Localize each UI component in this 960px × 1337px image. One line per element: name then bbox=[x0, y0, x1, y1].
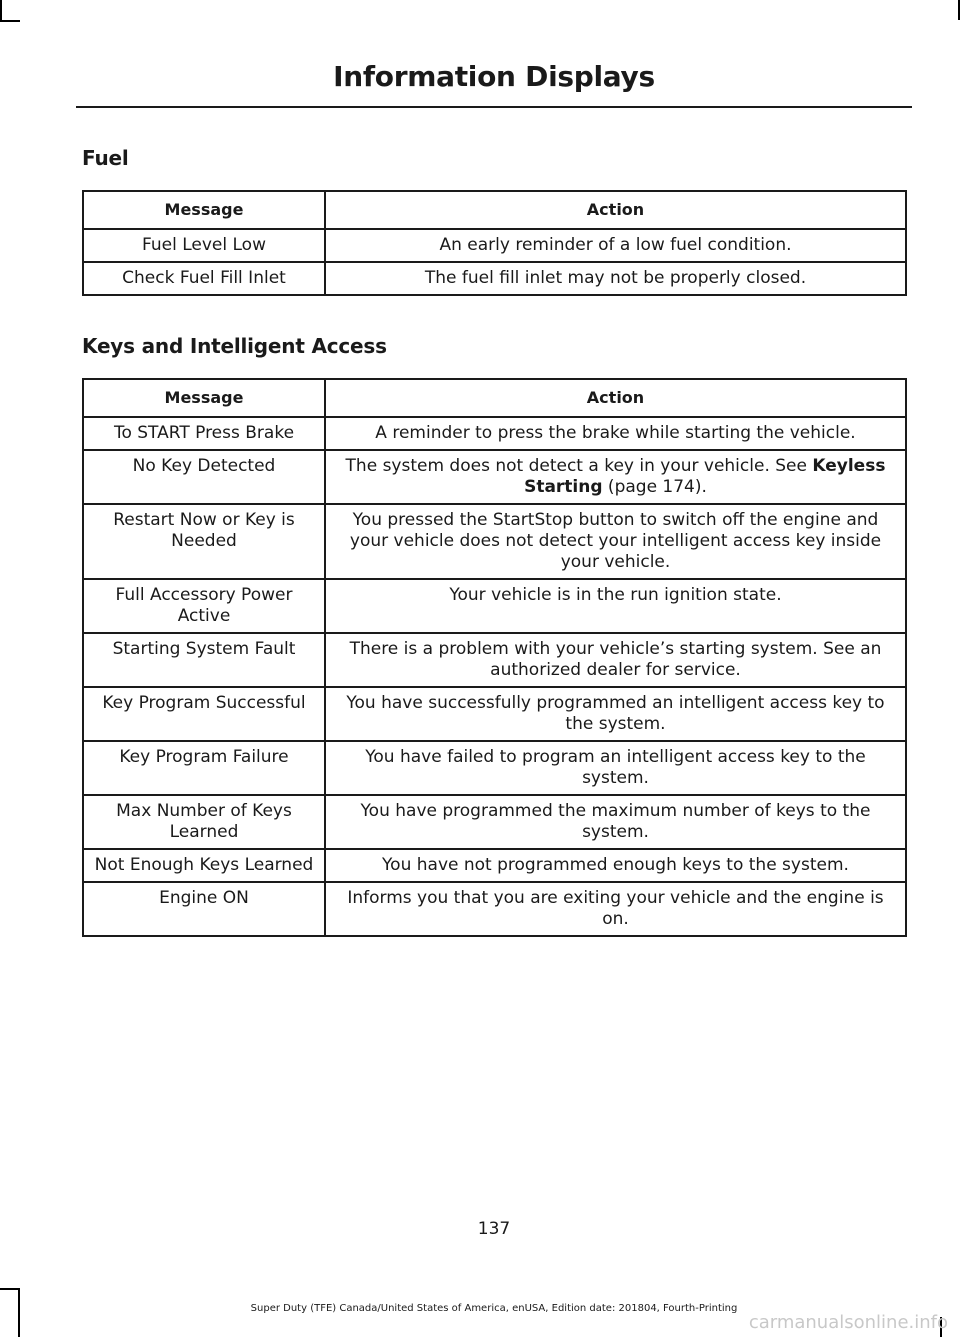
fuel-message-table bbox=[82, 190, 907, 296]
action-cell: You have not programmed enough keys to the system. bbox=[325, 849, 906, 882]
action-text: The system does not detect a key in your vehicle. See bbox=[345, 456, 813, 476]
message-cell: Key Program Successful bbox=[83, 687, 325, 741]
table-header-row bbox=[83, 379, 906, 417]
action-cell: There is a problem with your vehicle’s starting system. See an authorized dealer for service. bbox=[325, 633, 906, 687]
column-header-action: Action bbox=[325, 379, 906, 417]
message-cell: Fuel Level Low bbox=[83, 229, 325, 262]
table-row bbox=[83, 633, 906, 687]
message-cell: Key Program Failure bbox=[83, 741, 325, 795]
column-header-action: Action bbox=[325, 191, 906, 229]
table-row bbox=[83, 741, 906, 795]
message-cell: Starting System Fault bbox=[83, 633, 325, 687]
message-cell: Max Number of Keys Learned bbox=[83, 795, 325, 849]
table-row bbox=[83, 450, 906, 504]
message-cell: No Key Detected bbox=[83, 450, 325, 504]
action-cell: You have successfully programmed an intelligent access key to the system. bbox=[325, 687, 906, 741]
table-row bbox=[83, 882, 906, 936]
message-cell: Restart Now or Key is Needed bbox=[83, 504, 325, 579]
title-divider bbox=[76, 106, 912, 108]
table-row bbox=[83, 229, 906, 262]
crop-mark-top-left bbox=[0, 0, 2, 20]
action-cell: Your vehicle is in the run ignition state. bbox=[325, 579, 906, 633]
action-cell: A reminder to press the brake while starting the vehicle. bbox=[325, 417, 906, 450]
action-cell bbox=[325, 450, 906, 504]
action-cell: Informs you that you are exiting your vehicle and the engine is on. bbox=[325, 882, 906, 936]
table-row bbox=[83, 417, 906, 450]
section-heading-fuel: Fuel bbox=[82, 146, 129, 170]
keyless-starting-link[interactable]: Keyless Starting bbox=[524, 456, 886, 497]
page-number: 137 bbox=[477, 1219, 511, 1239]
section-heading-keys: Keys and Intelligent Access bbox=[82, 334, 387, 358]
page-title: Information Displays bbox=[333, 60, 655, 93]
table-row bbox=[83, 795, 906, 849]
action-cell: The fuel fill inlet may not be properly closed. bbox=[325, 262, 906, 295]
crop-mark-top-left-h bbox=[0, 20, 20, 22]
message-cell: Full Accessory Power Active bbox=[83, 579, 325, 633]
edition-footer: Super Duty (TFE) Canada/United States of America, enUSA, Edition date: 201804, Fourth-Printing bbox=[250, 1303, 738, 1314]
table-row bbox=[83, 504, 906, 579]
page-reference: (page 174). bbox=[602, 477, 707, 497]
message-cell: Not Enough Keys Learned bbox=[83, 849, 325, 882]
table-row bbox=[83, 262, 906, 295]
action-cell: You have programmed the maximum number of keys to the system. bbox=[325, 795, 906, 849]
crop-mark-bottom-left bbox=[0, 1288, 20, 1290]
table-row bbox=[83, 579, 906, 633]
table-row bbox=[83, 687, 906, 741]
message-cell: Check Fuel Fill Inlet bbox=[83, 262, 325, 295]
keys-message-table bbox=[82, 378, 907, 937]
message-cell: To START Press Brake bbox=[83, 417, 325, 450]
column-header-message: Message bbox=[83, 191, 325, 229]
column-header-message: Message bbox=[83, 379, 325, 417]
action-cell: You pressed the StartStop button to switch off the engine and your vehicle does not detect your intelligent access key inside your vehicle. bbox=[325, 504, 906, 579]
watermark: carmanualsonline.info bbox=[748, 1312, 948, 1333]
table-header-row bbox=[83, 191, 906, 229]
action-cell: An early reminder of a low fuel condition. bbox=[325, 229, 906, 262]
table-row bbox=[83, 849, 906, 882]
message-cell: Engine ON bbox=[83, 882, 325, 936]
action-cell: You have failed to program an intelligent access key to the system. bbox=[325, 741, 906, 795]
